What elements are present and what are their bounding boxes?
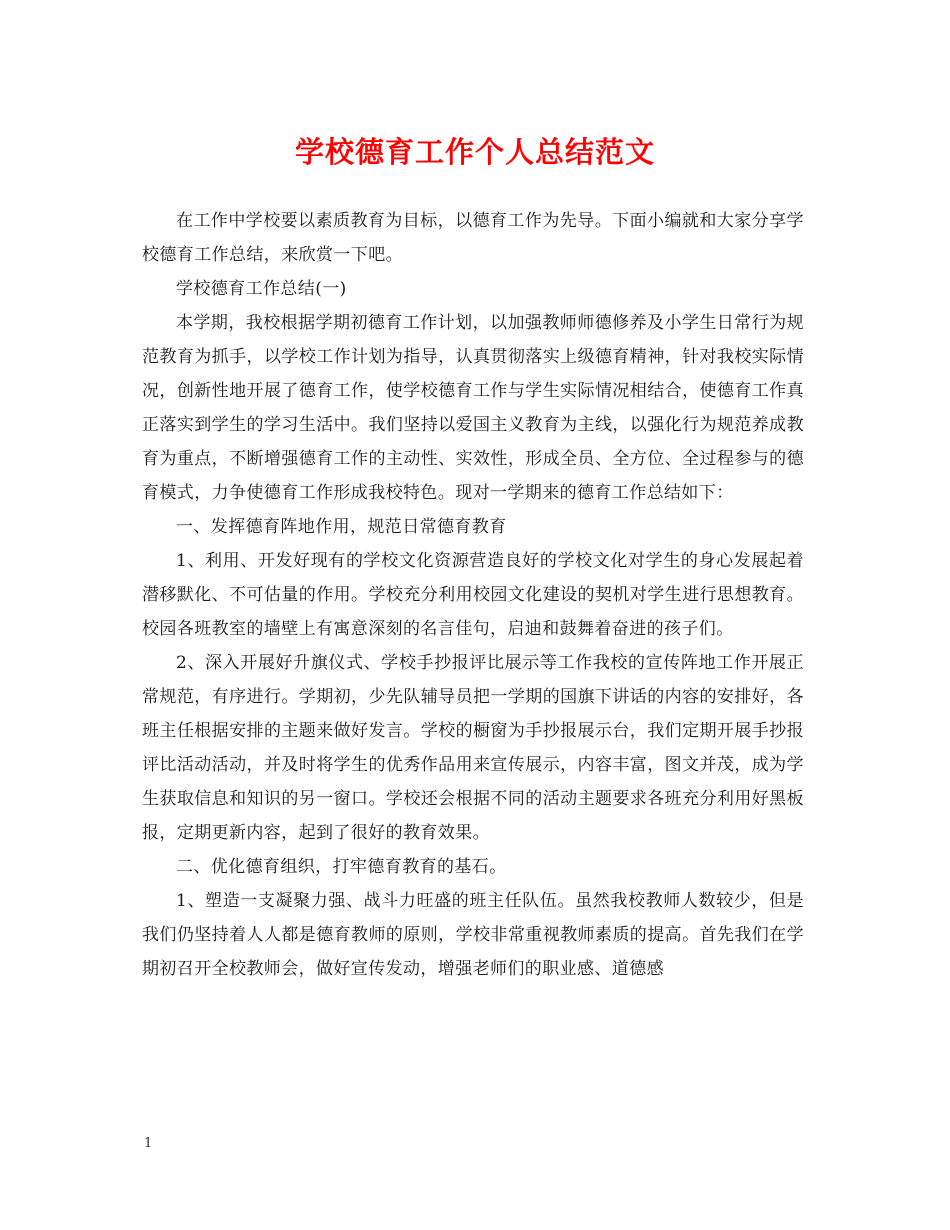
body-paragraph: 本学期，我校根据学期初德育工作计划，以加强教师师德修养及小学生日常行为规范教育为抓手，以学校工作计划为指导，认真贯彻落实上级德育精神，针对我校实际情况，创新性地开展了德育工作，使学校德育工作与学生实际情况相结合，使德育工作真正落实到学生的学习生活中。我们坚持以爱国主义教育为主线，以强化行为规范养成教育为重点，不断增强德育工作的主动性、实效性，形成全员、全方位、全过程参与的德育模式，力争使德育工作形成我校特色。现对一学期来的德育工作总结如下：: [142, 313, 804, 503]
section-heading-two: 二、优化德育组织，打牢德育教育的基石。: [176, 857, 507, 877]
section-heading-summary-one: 学校德育工作总结(一): [176, 279, 347, 299]
body-paragraph: 2、深入开展好升旗仪式、学校手抄报评比展示等工作我校的宣传阵地工作开展正常规范，有序进行。学期初，少先队辅导员把一学期的国旗下讲话的内容的安排好，各班主任根据安排的主题来做好发言。学校的橱窗为手抄报展示台，我们定期开展手抄报评比活动活动，并及时将学生的优秀作品用来宣传展示，内容丰富，图文并茂，成为学生获取信息和知识的另一窗口。学校还会根据不同的活动主题要求各班充分利用好黑板报，定期更新内容，起到了很好的教育效果。: [142, 653, 804, 843]
page-number: 1: [144, 1136, 153, 1151]
section-heading-one: 一、发挥德育阵地作用，规范日常德育教育: [176, 517, 507, 537]
body-paragraph: 1、利用、开发好现有的学校文化资源营造良好的学校文化对学生的身心发展起着潜移默化、不可估量的作用。学校充分利用校园文化建设的契机对学生进行思想教育。校园各班教室的墙壁上有寓意深刻的名言佳句，启迪和鼓舞着奋进的孩子们。: [142, 551, 804, 639]
document-title: 学校德育工作个人总结范文: [294, 135, 655, 169]
intro-paragraph: 在工作中学校要以素质教育为目标，以德育工作为先导。下面小编就和大家分享学校德育工作总结，来欣赏一下吧。: [142, 211, 804, 265]
body-paragraph: 1、塑造一支凝聚力强、战斗力旺盛的班主任队伍。虽然我校教师人数较少，但是我们仍坚持着人人都是德育教师的原则，学校非常重视教师素质的提高。首先我们在学期初召开全校教师会，做好宣传发动，增强老师们的职业感、道德感: [142, 891, 804, 979]
document-body: [142, 204, 804, 986]
